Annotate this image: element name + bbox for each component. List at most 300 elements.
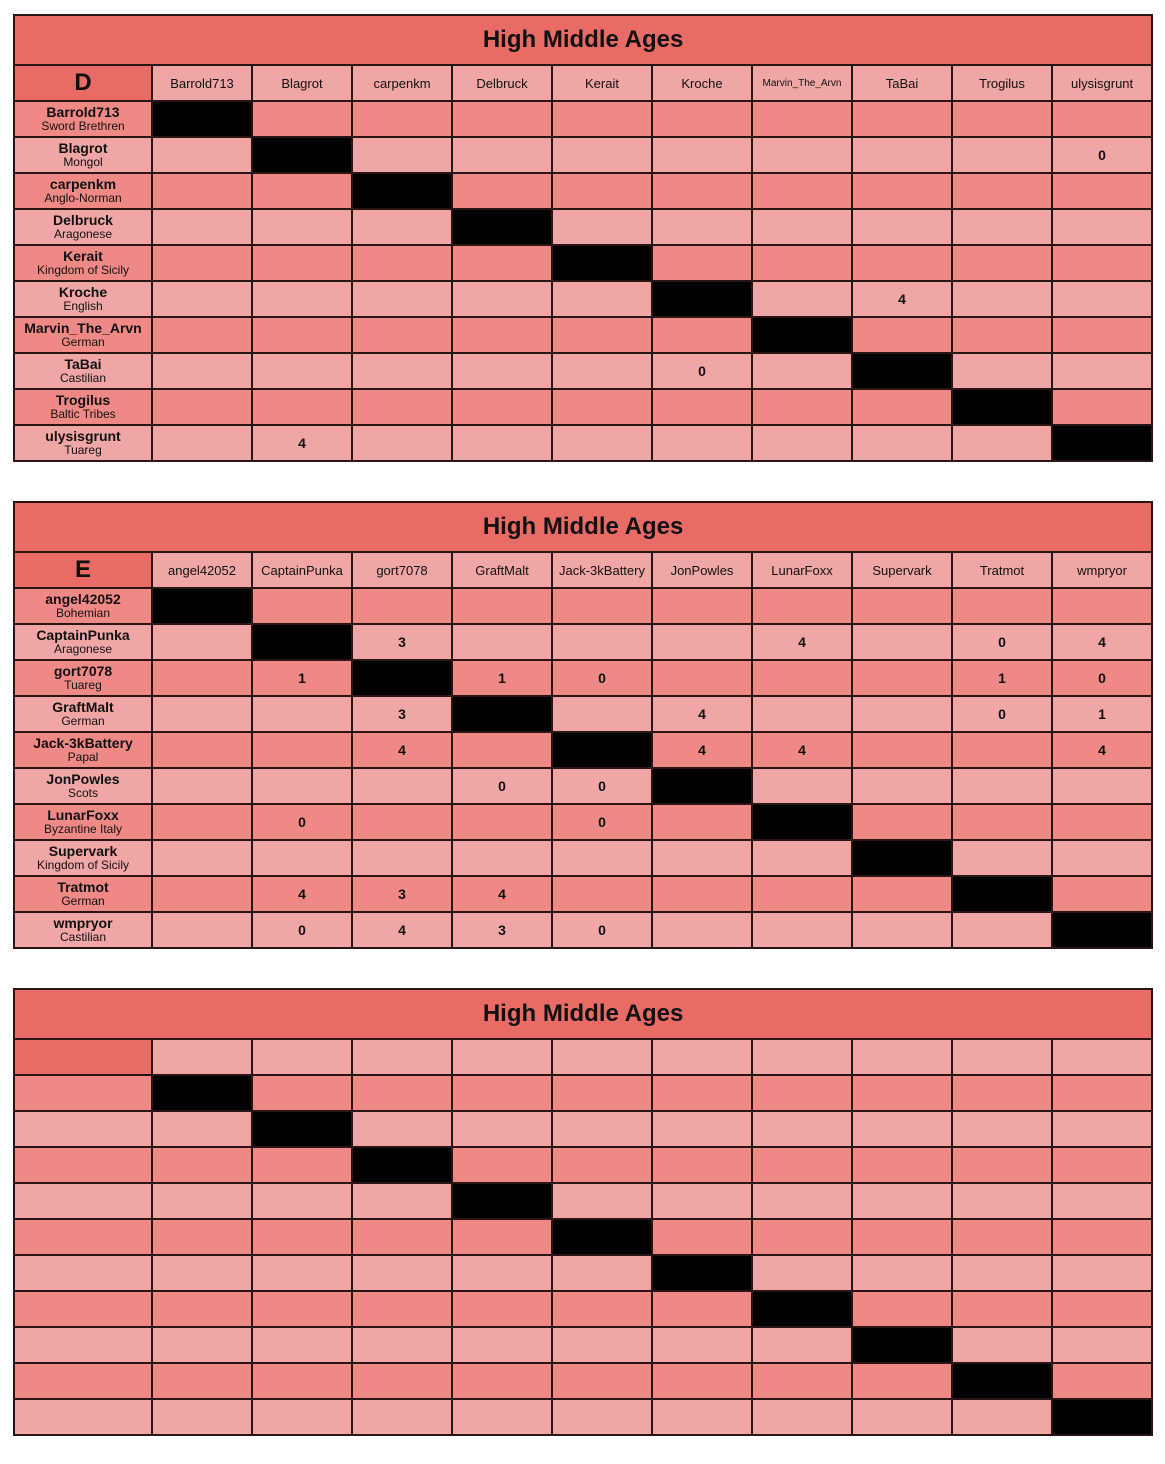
result-cell [452,317,552,353]
result-cell [752,137,852,173]
diagonal-cell [1052,1399,1152,1435]
row-header [14,840,152,876]
result-cell [352,1219,452,1255]
result-cell [652,1075,752,1111]
diagonal-cell [1052,425,1152,461]
column-header [152,1039,252,1075]
result-cell: 0 [952,696,1052,732]
result-cell [552,840,652,876]
result-cell [452,840,552,876]
result-cell [652,317,752,353]
result-cell [152,1255,252,1291]
row-header [14,209,152,245]
result-cell [252,732,352,768]
result-cell [652,588,752,624]
row-header [14,912,152,948]
diagonal-cell [552,1219,652,1255]
result-cell [152,173,252,209]
result-cell [952,425,1052,461]
result-cell [752,389,852,425]
result-cell [752,1183,852,1219]
diagonal-cell [352,660,452,696]
group-label: D [14,65,152,101]
result-cell [252,1219,352,1255]
row-header [14,768,152,804]
result-cell [452,1075,552,1111]
result-cell [952,209,1052,245]
result-cell [852,1255,952,1291]
diagonal-cell [452,1183,552,1219]
result-cell [852,101,952,137]
player-civ: Aragonese [53,642,113,657]
result-cell [452,1219,552,1255]
row-header [14,1291,152,1327]
result-cell [852,317,952,353]
result-cell [752,1363,852,1399]
table-row [14,209,1152,245]
result-cell [1052,1327,1152,1363]
column-header: Supervark [852,552,952,588]
table-row [14,696,1152,732]
table-row [14,1111,1152,1147]
result-cell [352,425,452,461]
result-cell [1052,209,1152,245]
row-header [14,588,152,624]
table-row [14,137,1152,173]
result-cell [352,281,452,317]
result-cell [852,1075,952,1111]
player-name: angel42052 [45,591,121,608]
result-cell [752,768,852,804]
result-cell [952,732,1052,768]
result-cell [252,840,352,876]
player-name: Delbruck [53,212,113,229]
result-cell: 4 [452,876,552,912]
row-header [14,389,152,425]
result-cell [152,137,252,173]
column-header [252,1039,352,1075]
result-cell: 0 [652,353,752,389]
diagonal-cell [852,1327,952,1363]
player-civ: Tuareg [64,443,102,458]
result-cell [152,732,252,768]
result-cell [952,1075,1052,1111]
column-header: wmpryor [1052,552,1152,588]
result-cell [552,1291,652,1327]
table-row [14,588,1152,624]
result-cell: 1 [952,660,1052,696]
result-cell: 0 [552,804,652,840]
result-cell [252,353,352,389]
result-cell [252,1183,352,1219]
result-cell [452,1111,552,1147]
column-header: Barrold713 [152,65,252,101]
column-header: Tratmot [952,552,1052,588]
result-cell: 3 [352,624,452,660]
column-header [352,1039,452,1075]
column-header [952,1039,1052,1075]
result-cell [352,1363,452,1399]
player-civ: German [61,714,105,729]
result-cell [152,1183,252,1219]
player-civ: Scots [67,786,98,801]
row-header [14,425,152,461]
result-cell [652,1183,752,1219]
result-cell [552,624,652,660]
crosstable-e [13,501,1153,949]
player-civ: Bohemian [55,606,111,621]
player-name: gort7078 [53,663,113,680]
diagonal-cell [152,588,252,624]
player-name: LunarFoxx [47,807,119,824]
result-cell [752,1147,852,1183]
result-cell [1052,876,1152,912]
result-cell: 1 [252,660,352,696]
result-cell [452,624,552,660]
row-header [14,660,152,696]
result-cell [552,1399,652,1435]
result-cell [652,425,752,461]
result-cell [452,1147,552,1183]
result-cell [952,317,1052,353]
result-cell: 4 [252,876,352,912]
row-header [14,137,152,173]
diagonal-cell [452,209,552,245]
result-cell [452,245,552,281]
result-cell [352,137,452,173]
result-cell [152,1147,252,1183]
result-cell [252,1255,352,1291]
table-row [14,1147,1152,1183]
table-row [14,840,1152,876]
player-name: ulysisgrunt [45,428,121,445]
table-row [14,101,1152,137]
result-cell [952,1111,1052,1147]
result-cell [852,876,952,912]
result-cell [752,660,852,696]
result-cell [952,588,1052,624]
diagonal-cell [552,245,652,281]
table-row [14,1255,1152,1291]
result-cell [152,1111,252,1147]
result-cell [652,1219,752,1255]
row-header [14,317,152,353]
column-header: Delbruck [452,65,552,101]
result-cell [852,732,952,768]
result-cell [752,1111,852,1147]
result-cell [752,1255,852,1291]
result-cell [852,804,952,840]
result-cell: 0 [552,768,652,804]
result-cell [352,804,452,840]
crosstable-blank [13,988,1153,1436]
player-name: GraftMalt [52,699,114,716]
result-cell [952,1291,1052,1327]
row-header [14,624,152,660]
result-cell [352,588,452,624]
result-cell [452,389,552,425]
result-cell [452,588,552,624]
table-row [14,660,1152,696]
result-cell [452,1363,552,1399]
result-cell: 0 [952,624,1052,660]
result-cell [752,876,852,912]
result-cell [352,1327,452,1363]
result-cell [852,137,952,173]
result-cell [552,425,652,461]
result-cell [152,696,252,732]
column-header: carpenkm [352,65,452,101]
result-cell [252,245,352,281]
result-cell [152,1399,252,1435]
result-cell: 0 [1052,660,1152,696]
result-cell [252,768,352,804]
result-cell [152,353,252,389]
result-cell [452,101,552,137]
result-cell [352,840,452,876]
result-cell [552,588,652,624]
result-cell [852,1147,952,1183]
result-cell [552,137,652,173]
column-header: gort7078 [352,552,452,588]
table-row [14,732,1152,768]
diagonal-cell [252,137,352,173]
result-cell [1052,1219,1152,1255]
player-name: TaBai [64,356,102,373]
result-cell: 3 [352,696,452,732]
result-cell [852,389,952,425]
result-cell [752,245,852,281]
result-cell [752,588,852,624]
table-row [14,876,1152,912]
result-cell [652,1327,752,1363]
player-civ: Castilian [59,371,107,386]
result-cell [252,281,352,317]
result-cell [252,1327,352,1363]
player-name: Jack-3kBattery [33,735,133,752]
diagonal-cell [452,696,552,732]
diagonal-cell [752,804,852,840]
result-cell [552,1147,652,1183]
result-cell [852,425,952,461]
player-civ: Aragonese [53,227,113,242]
column-header [1052,1039,1152,1075]
result-cell: 4 [652,696,752,732]
player-name: Marvin_The_Arvn [24,320,142,337]
result-cell [952,353,1052,389]
player-civ: Mongol [63,155,103,170]
diagonal-cell [352,1147,452,1183]
result-cell [152,1291,252,1327]
result-cell [752,1075,852,1111]
column-header: JonPowles [652,552,752,588]
table-row [14,173,1152,209]
player-name: Trogilus [55,392,111,409]
row-header [14,1147,152,1183]
diagonal-cell [152,1075,252,1111]
result-cell [952,1147,1052,1183]
result-cell [252,1147,352,1183]
result-cell [752,912,852,948]
result-cell [652,840,752,876]
player-civ: Tuareg [64,678,102,693]
result-cell [852,1219,952,1255]
result-cell [1052,804,1152,840]
diagonal-cell [952,876,1052,912]
player-name: Kerait [63,248,103,265]
result-cell [952,1219,1052,1255]
result-cell [952,804,1052,840]
diagonal-cell [552,732,652,768]
result-cell [752,353,852,389]
result-cell [352,1183,452,1219]
result-cell [652,804,752,840]
diagonal-cell [952,1363,1052,1399]
result-cell: 4 [352,732,452,768]
table-row [14,1363,1152,1399]
result-cell [952,1327,1052,1363]
table-row [14,804,1152,840]
column-header [452,1039,552,1075]
row-header [14,1327,152,1363]
row-header [14,696,152,732]
result-cell [252,696,352,732]
player-name: Blagrot [58,140,108,157]
result-cell: 0 [1052,137,1152,173]
result-cell [452,353,552,389]
column-header: Marvin_The_Arvn [752,65,852,101]
result-cell [1052,353,1152,389]
result-cell [452,281,552,317]
result-cell [352,1255,452,1291]
player-name: Kroche [58,284,108,301]
result-cell [752,209,852,245]
column-header: LunarFoxx [752,552,852,588]
result-cell [252,101,352,137]
table-row [14,245,1152,281]
column-header: angel42052 [152,552,252,588]
result-cell [252,588,352,624]
table-row [14,912,1152,948]
result-cell [752,1399,852,1435]
result-cell: 3 [352,876,452,912]
row-header [14,1075,152,1111]
player-name: wmpryor [53,915,113,932]
result-cell [552,1327,652,1363]
result-cell [152,804,252,840]
player-civ: Kingdom of Sicily [36,858,130,873]
player-civ: German [61,894,105,909]
column-header [652,1039,752,1075]
diagonal-cell [152,101,252,137]
diagonal-cell [952,389,1052,425]
diagonal-cell [252,1111,352,1147]
player-civ: Kingdom of Sicily [36,263,130,278]
result-cell [352,768,452,804]
result-cell [452,732,552,768]
result-cell [852,624,952,660]
column-header: ulysisgrunt [1052,65,1152,101]
result-cell [1052,840,1152,876]
table-row [14,389,1152,425]
result-cell [452,1291,552,1327]
row-header [14,1255,152,1291]
result-cell [252,389,352,425]
row-header [14,353,152,389]
result-cell [152,876,252,912]
result-cell [652,173,752,209]
player-civ: Sword Brethren [41,119,125,134]
row-header [14,173,152,209]
result-cell [652,389,752,425]
result-cell [252,173,352,209]
result-cell: 1 [1052,696,1152,732]
result-cell [952,912,1052,948]
row-header [14,101,152,137]
player-civ: English [63,299,103,314]
table-row [14,425,1152,461]
result-cell [152,281,252,317]
result-cell [152,425,252,461]
player-civ: Castilian [59,930,107,945]
result-cell [652,137,752,173]
result-cell [352,1075,452,1111]
column-header [752,1039,852,1075]
result-cell [752,173,852,209]
result-cell [852,588,952,624]
result-cell [352,317,452,353]
result-cell [652,1111,752,1147]
result-cell [952,768,1052,804]
result-cell [552,1183,652,1219]
result-cell [152,1327,252,1363]
diagonal-cell [652,1255,752,1291]
result-cell [1052,768,1152,804]
result-cell [1052,1075,1152,1111]
result-cell [652,912,752,948]
result-cell [552,696,652,732]
group-label [14,1039,152,1075]
result-cell: 0 [252,912,352,948]
result-cell [252,1363,352,1399]
row-header [14,804,152,840]
result-cell [552,317,652,353]
table-title: High Middle Ages [14,989,1152,1039]
result-cell [152,912,252,948]
result-cell [352,101,452,137]
table-title: High Middle Ages [14,502,1152,552]
result-cell [1052,101,1152,137]
result-cell [152,245,252,281]
result-cell [1052,389,1152,425]
result-cell [1052,317,1152,353]
column-header: Kroche [652,65,752,101]
result-cell [752,840,852,876]
table-row [14,1327,1152,1363]
result-cell [952,1255,1052,1291]
row-header [14,732,152,768]
player-civ: Byzantine Italy [43,822,123,837]
result-cell [352,245,452,281]
result-cell [852,1291,952,1327]
diagonal-cell [1052,912,1152,948]
result-cell [152,1363,252,1399]
table-title: High Middle Ages [14,15,1152,65]
result-cell [952,137,1052,173]
result-cell [552,1363,652,1399]
column-header: GraftMalt [452,552,552,588]
table-row [14,353,1152,389]
